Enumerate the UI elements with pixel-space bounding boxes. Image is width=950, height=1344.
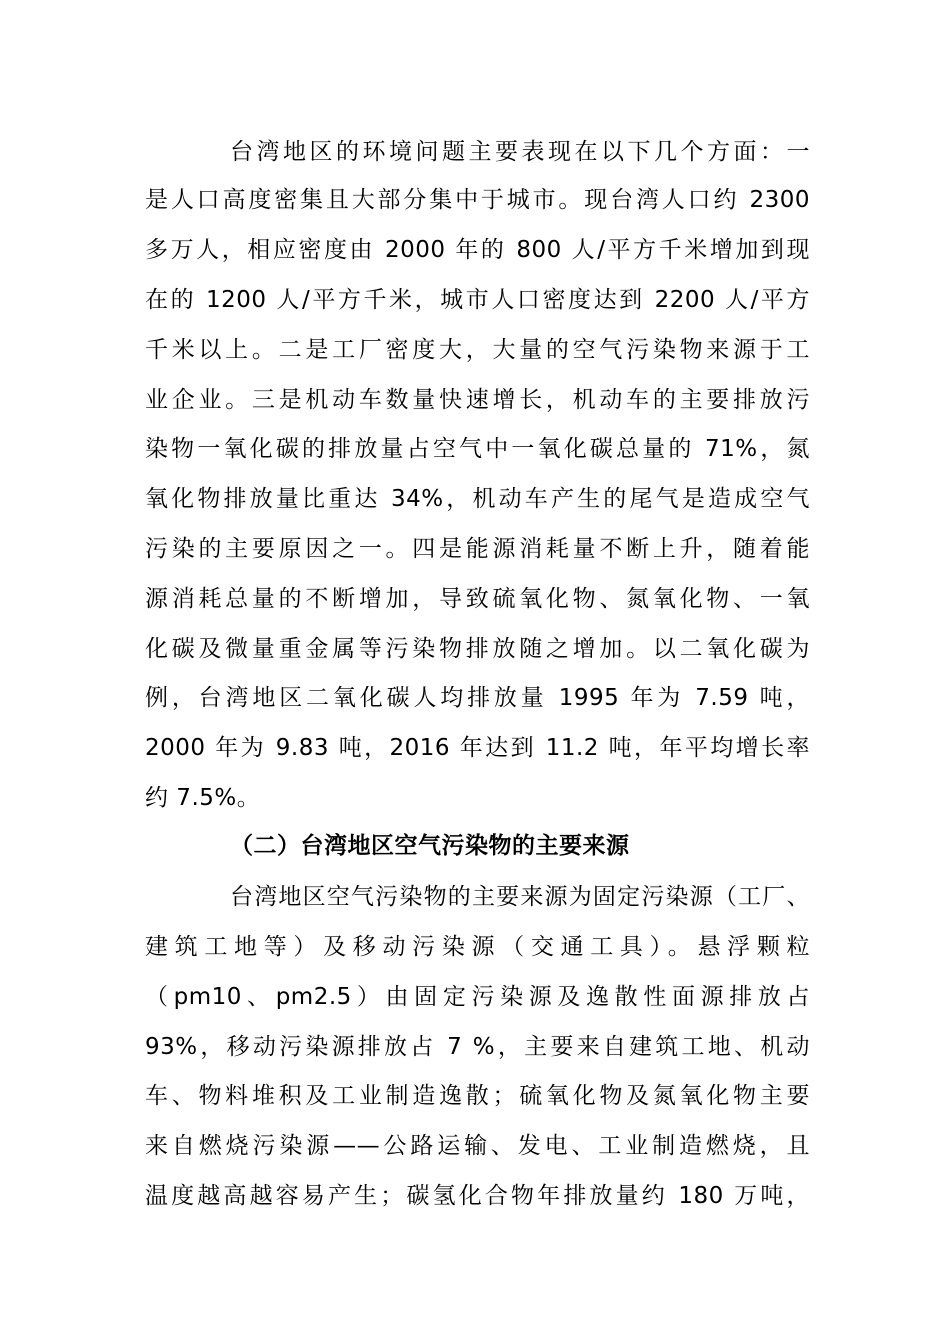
paragraph-2-line-3: （pm10、pm2.5）由固定污染源及逸散性面源排放占 (145, 984, 810, 1010)
paragraph-1-line-3: 多万人，相应密度由 2000 年的 800 人/平方千米增加到现 (145, 237, 810, 263)
paragraph-1-line-9: 污染的主要原因之一。四是能源消耗量不断上升，随着能 (145, 536, 810, 562)
paragraph-1-line-8: 氧化物排放量比重达 34%，机动车产生的尾气是造成空气 (145, 486, 810, 512)
paragraph-1-line-1: 台湾地区的环境问题主要表现在以下几个方面：一 (230, 139, 810, 165)
paragraph-1-line-6: 业企业。三是机动车数量快速增长，机动车的主要排放污 (145, 387, 810, 413)
paragraph-2-line-5: 车、物料堆积及工业制造逸散；硫氧化物及氮氧化物主要 (145, 1083, 810, 1109)
paragraph-1-line-14: 约 7.5%。 (145, 785, 261, 811)
paragraph-1-line-13: 2000 年为 9.83 吨，2016 年达到 11.2 吨，年平均增长率 (145, 735, 810, 761)
section-heading: （二）台湾地区空气污染物的主要来源 (230, 833, 630, 859)
paragraph-2-line-7: 温度越高越容易产生；碳氢化合物年排放量约 180 万吨， (145, 1183, 810, 1209)
paragraph-2-line-6: 来自燃烧污染源——公路运输、发电、工业制造燃烧，且 (145, 1133, 810, 1159)
paragraph-1-line-4: 在的 1200 人/平方千米，城市人口密度达到 2200 人/平方 (145, 287, 810, 313)
paragraph-1-line-10: 源消耗总量的不断增加，导致硫氧化物、氮氧化物、一氧 (145, 586, 810, 612)
paragraph-1-line-7: 染物一氧化碳的排放量占空气中一氧化碳总量的 71%，氮 (145, 436, 810, 462)
paragraph-2-line-4: 93%，移动污染源排放占 7 %，主要来自建筑工地、机动 (145, 1034, 810, 1060)
paragraph-2-line-2: 建筑工地等）及移动污染源（交通工具）。悬浮颗粒 (145, 934, 810, 960)
paragraph-1-line-12: 例，台湾地区二氧化碳人均排放量 1995 年为 7.59 吨， (145, 685, 810, 711)
paragraph-1-line-5: 千米以上。二是工厂密度大，大量的空气污染物来源于工 (145, 337, 810, 363)
paragraph-2-line-1: 台湾地区空气污染物的主要来源为固定污染源（工厂、 (230, 884, 810, 910)
paragraph-1-line-2: 是人口高度密集且大部分集中于城市。现台湾人口约 2300 (145, 187, 810, 213)
paragraph-1-line-11: 化碳及微量重金属等污染物排放随之增加。以二氧化碳为 (145, 636, 810, 662)
